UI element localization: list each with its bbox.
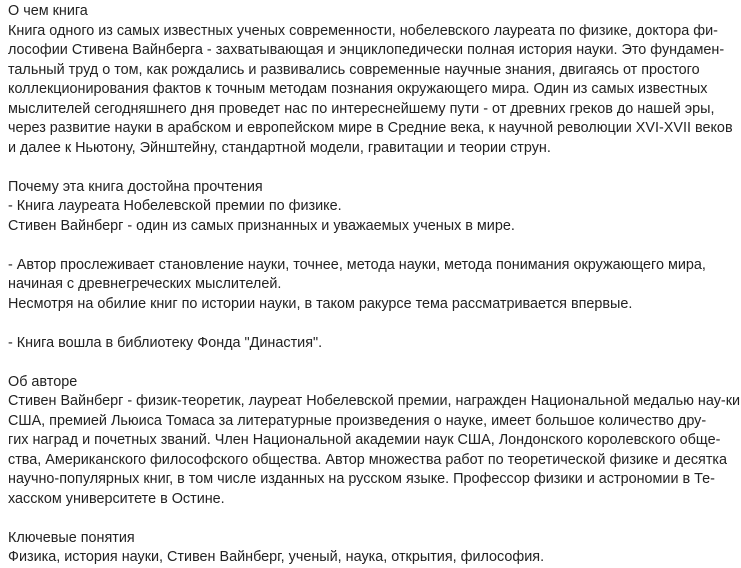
text-line: начиная с древнегреческих мыслителей. <box>8 276 282 292</box>
text-line: Стивен Вайнберг - один из самых признанных и уважаемых ученых в мире. <box>8 217 515 234</box>
why-read-section <box>8 178 739 354</box>
section-heading: Ключевые понятия <box>8 529 135 546</box>
spacer <box>8 314 739 334</box>
section-heading: Об авторе <box>8 373 78 390</box>
section-heading: О чем книга <box>8 3 88 19</box>
key-concepts-section <box>8 529 739 568</box>
text-line: Несмотря на обилие книг по истории науки, в таком ракурсе тема рассматривается впервые. <box>8 295 633 312</box>
text-line: через развитие науки в арабском и европейском мире в Средние века, к научной революции XVI-XVII веков <box>8 120 733 136</box>
text-line: Физика, история науки, Стивен Вайнберг, ученый, наука, открытия, философия. <box>8 549 545 565</box>
text-line: ства, Американского философского общества. Автор множества работ по теоретической физике и десятка <box>8 451 728 468</box>
spacer <box>8 236 739 256</box>
text-line: тальный труд о том, как рождались и развивались современные научные знания, двигаясь от простого <box>8 61 700 78</box>
section-heading: Почему эта книга достойна прочтения <box>8 178 263 195</box>
text-line: хасском университете в Остине. <box>8 490 225 507</box>
text-line: США, премией Льюиса Томаса за литературные произведения о науке, имеет большое количество дру- <box>8 412 707 429</box>
spacer <box>8 509 739 529</box>
text-line: Книга одного из самых известных ученых современности, нобелевского лауреата по физике, доктора фи- <box>8 22 718 39</box>
text-line: научно-популярных книг, в том числе изданных на русском языке. Профессор физики и астрономии в Те- <box>8 471 715 487</box>
spacer <box>8 353 739 373</box>
about-author-section <box>8 373 739 510</box>
text-line: и далее к Ньютону, Эйнштейну, стандартной модели, гравитации и теории струн. <box>8 139 551 156</box>
text-line: мыслителей сегодняшнего дня проведет нас по интереснейшему пути - от древних греков до нашей эры, <box>8 100 715 117</box>
text-line: гих наград и почетных званий. Член Национальной академии наук США, Лондонского королевского обще- <box>8 432 721 448</box>
text-line: Стивен Вайнберг - физик-теоретик, лауреат Нобелевской премии, награжден Национальной медалью нау-ки <box>8 393 741 409</box>
about-book-section <box>8 2 739 158</box>
text-line: лософии Стивена Вайнберга - захватывающая и энциклопедически полная история науки. Это фундамен- <box>8 42 725 58</box>
spacer <box>8 158 739 178</box>
text-line: - Книга вошла в библиотеку Фонда "Династия". <box>8 334 323 351</box>
text-line: - Книга лауреата Нобелевской премии по физике. <box>8 198 342 214</box>
text-line: коллекционирования фактов к точным методам познания окружающего мира. Один из самых известных <box>8 81 708 97</box>
text-line: - Автор прослеживает становление науки, точнее, метода науки, метода понимания окружающего мира, <box>8 256 706 273</box>
